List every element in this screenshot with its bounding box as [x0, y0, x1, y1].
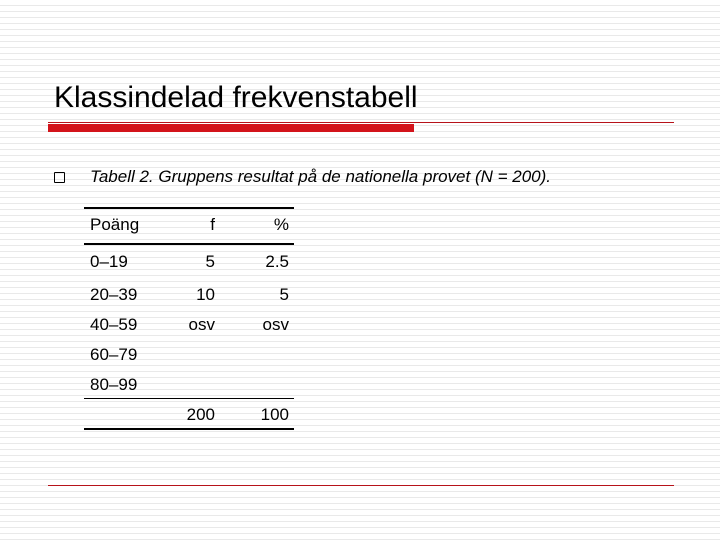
row-score: 60–79 — [90, 345, 138, 364]
header-percent: % — [273, 215, 289, 234]
row-frequency: 5 — [205, 252, 215, 271]
table-top-rule — [84, 207, 294, 209]
row-score: 0–19 — [90, 252, 128, 271]
totals-rule — [84, 398, 294, 399]
row-percent: 5 — [279, 285, 289, 304]
row-percent: 2.5 — [265, 252, 289, 271]
header-rule — [84, 243, 294, 245]
header-poang: Poäng — [90, 215, 140, 234]
row-score: 20–39 — [90, 285, 138, 304]
title-accent-bar — [48, 124, 414, 132]
row-score: 40–59 — [90, 315, 138, 334]
slide-title: Klassindelad frekvenstabell — [54, 81, 418, 114]
header-f: f — [210, 215, 215, 234]
row-frequency: osv — [188, 315, 215, 334]
title-underline-thin — [48, 122, 674, 123]
totals-frequency: 200 — [186, 405, 215, 424]
table-bottom-rule — [84, 428, 294, 430]
hollow-square-bullet-icon — [54, 172, 65, 183]
totals-percent: 100 — [260, 405, 289, 424]
table-caption: Tabell 2. Gruppens resultat på de nationella provet (N = 200). — [90, 167, 552, 186]
row-score: 80–99 — [90, 375, 138, 394]
row-frequency: 10 — [196, 285, 215, 304]
row-percent: osv — [262, 315, 289, 334]
footer-rule — [48, 485, 674, 486]
